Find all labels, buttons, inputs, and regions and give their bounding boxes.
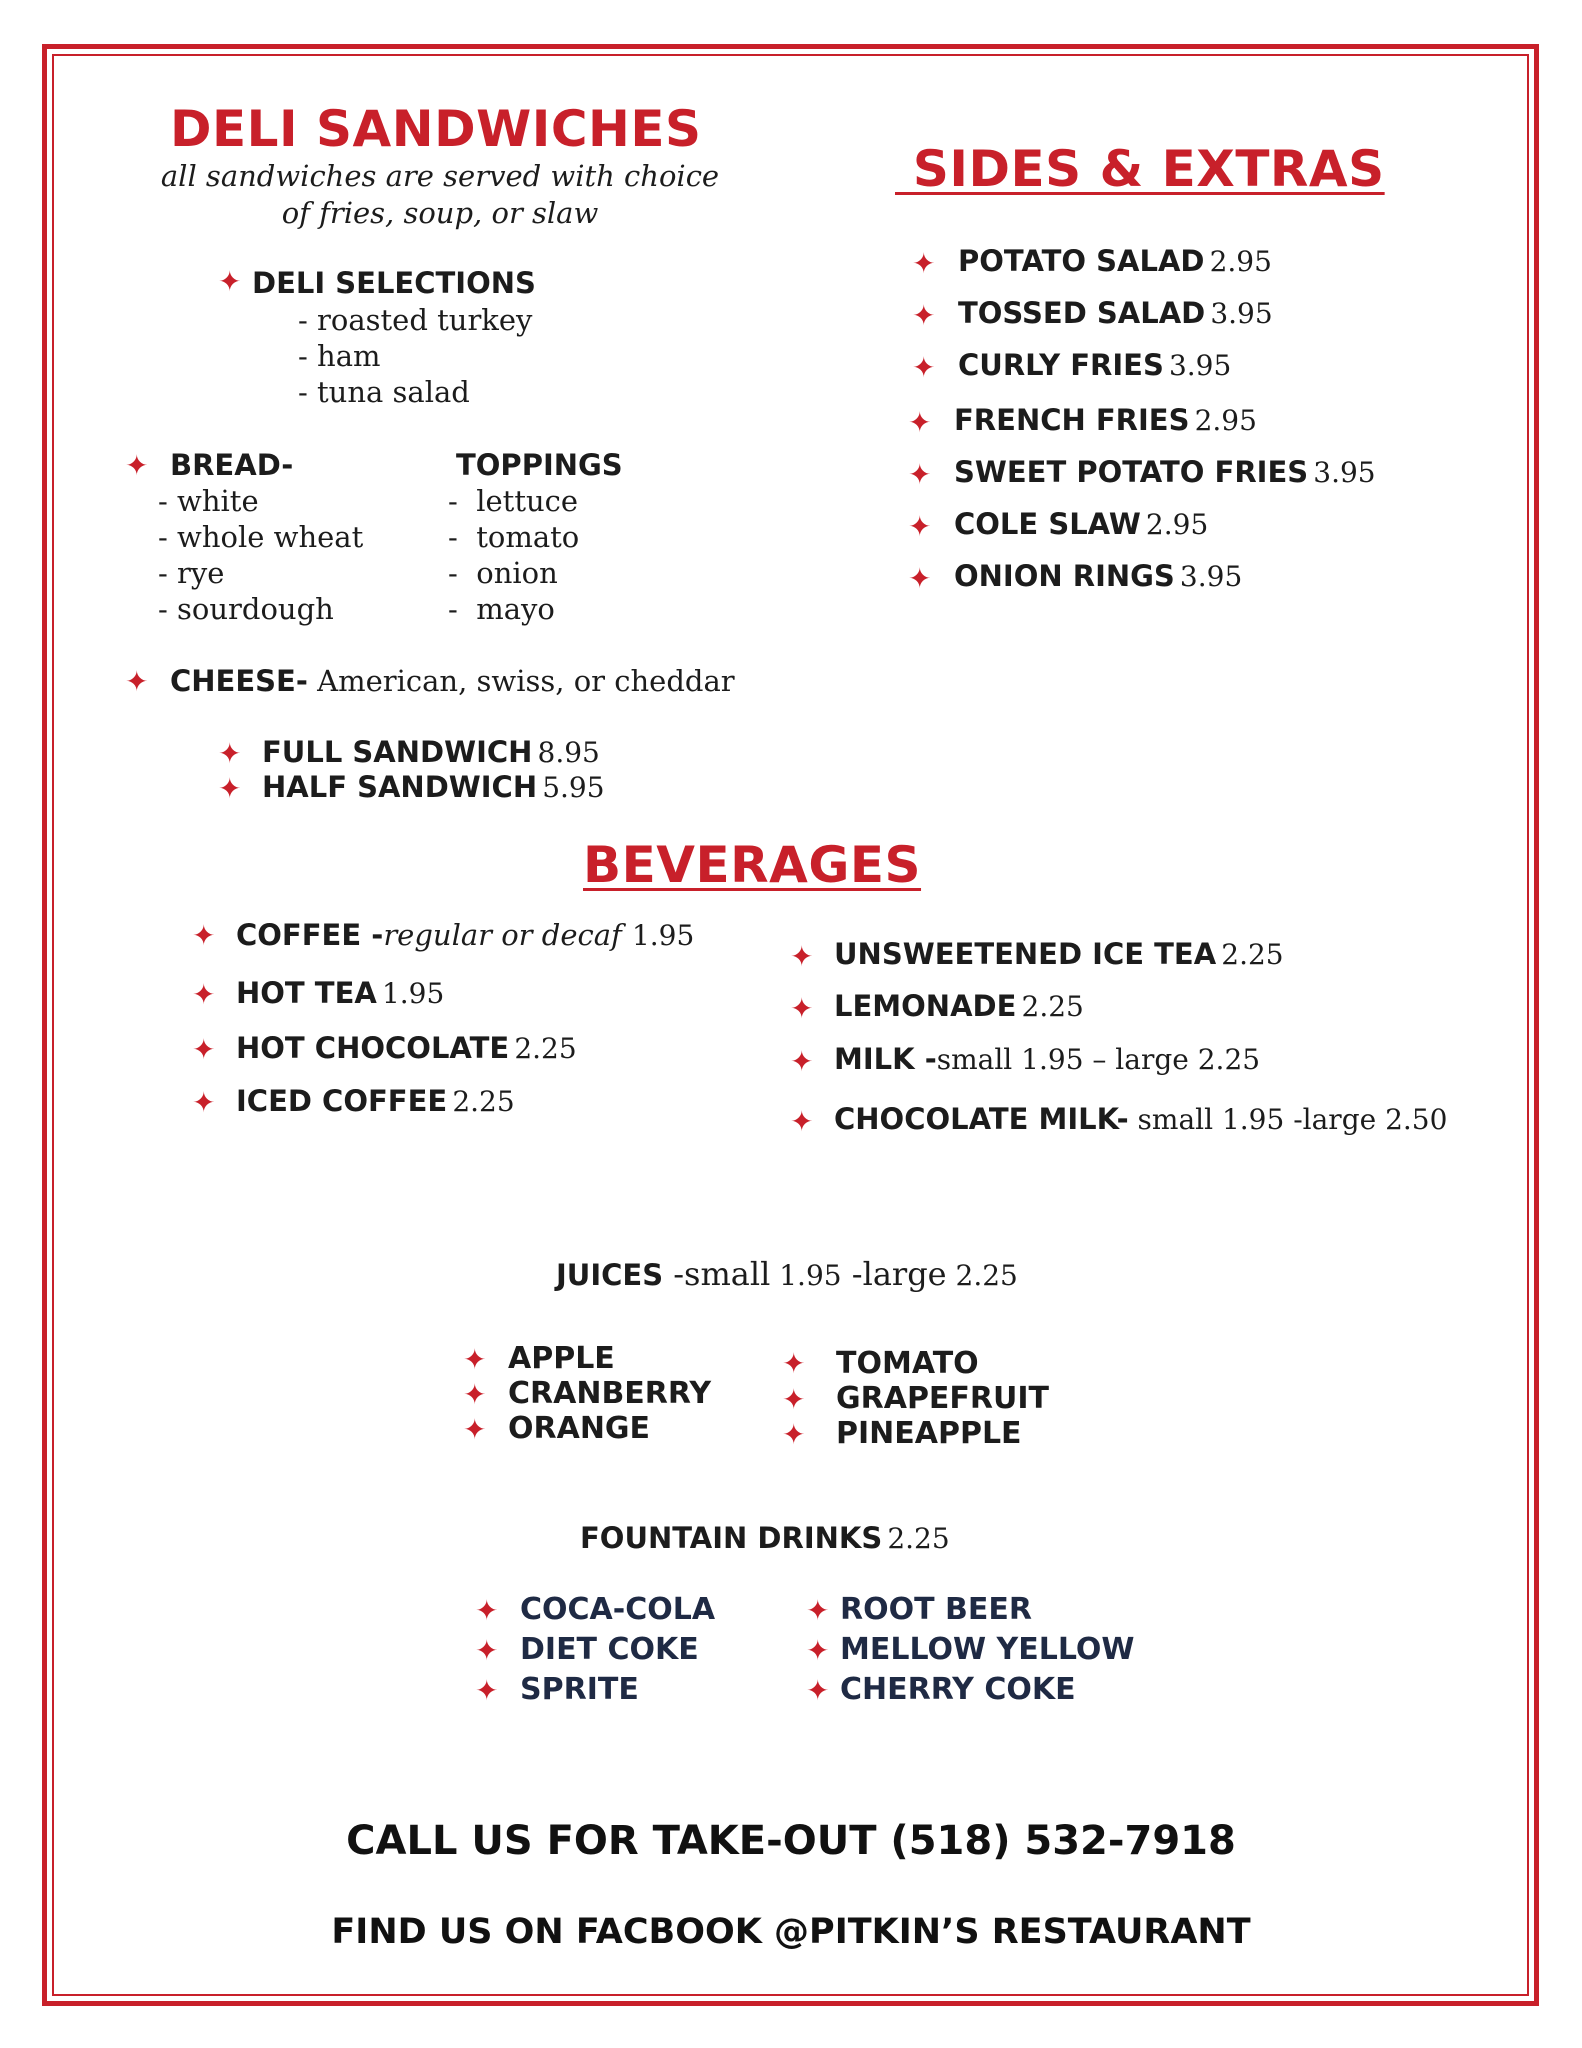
deli-subtitle-line1: all sandwiches are served with choice (160, 159, 720, 193)
hot-chocolate-item (236, 1031, 577, 1065)
four-point-star-icon: ✦ (912, 351, 936, 384)
four-point-star-icon: ✦ (806, 1674, 830, 1707)
deli-selection-item: - roasted turkey (298, 303, 533, 337)
coffee-note: regular or decaf (383, 918, 622, 952)
juice-item: GRAPEFRUIT (836, 1381, 1050, 1416)
cheese-label: CHEESE- (170, 664, 308, 698)
side-item (954, 559, 1242, 593)
four-point-star-icon: ✦ (475, 1594, 499, 1627)
deli-selection-item: - tuna salad (298, 375, 470, 409)
juices-large-price: 2.25 (946, 1259, 1018, 1292)
facebook-line: FIND US ON FACBOOK @PITKIN’S RESTAURANT (331, 1912, 1251, 1952)
juices-large-word: -large (841, 1255, 947, 1293)
four-point-star-icon: ✦ (218, 265, 242, 298)
deli-title: DELI SANDWICHES (170, 100, 702, 158)
four-point-star-icon: ✦ (782, 1383, 806, 1416)
iced-coffee-price: 2.25 (452, 1085, 515, 1118)
four-point-star-icon: ✦ (218, 772, 242, 805)
four-point-star-icon: ✦ (908, 562, 932, 595)
side-item-price: 2.95 (1209, 245, 1272, 278)
coffee-item (236, 918, 694, 952)
fountain-price: 2.25 (887, 1522, 950, 1555)
side-item (958, 348, 1231, 382)
four-point-star-icon: ✦ (790, 1045, 814, 1078)
side-item-name: POTATO SALAD (958, 244, 1205, 278)
half-sandwich-price: 5.95 (542, 771, 605, 804)
deli-title-underline (170, 100, 694, 158)
fountain-item: SPRITE (520, 1672, 639, 1707)
full-sandwich-label: FULL SANDWICH (262, 735, 533, 769)
four-point-star-icon: ✦ (806, 1634, 830, 1667)
bread-label: BREAD- (170, 448, 294, 482)
four-point-star-icon: ✦ (790, 1105, 814, 1138)
ice-tea-name: UNSWEETENED ICE TEA (834, 937, 1217, 971)
side-item-name: COLE SLAW (954, 507, 1141, 541)
bread-item: - white (158, 484, 259, 518)
four-point-star-icon: ✦ (463, 1378, 487, 1411)
four-point-star-icon: ✦ (912, 299, 936, 332)
hot-tea-name: HOT TEA (236, 976, 377, 1010)
side-item-name: FRENCH FRIES (954, 403, 1190, 437)
milk-sizes: small 1.95 – large 2.25 (936, 1043, 1261, 1076)
four-point-star-icon: ✦ (790, 992, 814, 1025)
side-item-price: 3.95 (1179, 560, 1243, 593)
fountain-item: MELLOW YELLOW (840, 1632, 1135, 1667)
bread-item: - whole wheat (158, 520, 364, 554)
four-point-star-icon: ✦ (782, 1347, 806, 1380)
four-point-star-icon: ✦ (463, 1343, 487, 1376)
lemonade-item (834, 989, 1084, 1023)
full-sandwich-item (262, 735, 600, 769)
fountain-item: DIET COKE (520, 1632, 699, 1667)
deli-subtitle (150, 158, 730, 232)
side-item-name: SWEET POTATO FRIES (954, 455, 1309, 489)
juices-small-price: 1.95 (770, 1259, 842, 1292)
side-item-price: 3.95 (1210, 297, 1273, 330)
chocolate-milk-sizes: small 1.95 -large 2.50 (1128, 1103, 1448, 1136)
deli-subtitle-line2: of fries, soup, or slaw (281, 196, 599, 230)
lemonade-price: 2.25 (1021, 990, 1084, 1023)
cheese-options: American, swiss, or cheddar (307, 664, 735, 698)
topping-item: - onion (448, 556, 558, 590)
side-item (958, 244, 1272, 278)
hot-tea-price: 1.95 (381, 977, 445, 1010)
takeout-phone: CALL US FOR TAKE-OUT (518) 532-7918 (346, 1818, 1236, 1864)
fountain-header (580, 1521, 950, 1555)
four-point-star-icon: ✦ (908, 510, 932, 543)
beverages-title: BEVERAGES (583, 836, 922, 894)
side-item (954, 455, 1376, 489)
chocolate-milk-name: CHOCOLATE MILK- (834, 1102, 1129, 1136)
four-point-star-icon: ✦ (192, 978, 216, 1011)
coffee-price: 1.95 (631, 919, 695, 952)
juice-item: PINEAPPLE (836, 1416, 1022, 1451)
fountain-label: FOUNTAIN DRINKS (580, 1521, 883, 1555)
four-point-star-icon: ✦ (782, 1418, 806, 1451)
ice-tea-item (834, 937, 1284, 971)
lemonade-name: LEMONADE (834, 989, 1017, 1023)
four-point-star-icon: ✦ (806, 1594, 830, 1627)
juices-small-word: small (684, 1255, 771, 1293)
four-point-star-icon: ✦ (475, 1674, 499, 1707)
coffee-name: COFFEE - (236, 918, 384, 952)
juice-item: CRANBERRY (508, 1376, 712, 1411)
side-item (958, 296, 1273, 330)
juices-label: JUICES (556, 1258, 674, 1292)
iced-coffee-item (236, 1084, 515, 1118)
fountain-item: CHERRY COKE (840, 1672, 1076, 1707)
four-point-star-icon: ✦ (475, 1634, 499, 1667)
side-item-name: TOSSED SALAD (958, 296, 1206, 330)
juices-header (556, 1255, 1018, 1293)
hot-chocolate-name: HOT CHOCOLATE (236, 1031, 510, 1065)
milk-name: MILK - (834, 1042, 937, 1076)
juice-item: ORANGE (508, 1411, 651, 1446)
menu-border-inner (52, 54, 1529, 1996)
four-point-star-icon: ✦ (192, 919, 216, 952)
topping-item: - mayo (448, 592, 555, 626)
juice-item: TOMATO (836, 1346, 979, 1381)
four-point-star-icon: ✦ (218, 737, 242, 770)
chocolate-milk-item (834, 1102, 1447, 1136)
half-sandwich-label: HALF SANDWICH (262, 770, 538, 804)
four-point-star-icon: ✦ (125, 449, 149, 482)
fountain-item: COCA-COLA (520, 1592, 716, 1627)
four-point-star-icon: ✦ (912, 247, 936, 280)
juices-dash: - (673, 1255, 685, 1293)
deli-selection-item: - ham (298, 339, 381, 373)
hot-chocolate-price: 2.25 (514, 1032, 577, 1065)
milk-item (834, 1042, 1260, 1076)
four-point-star-icon: ✦ (463, 1413, 487, 1446)
ice-tea-price: 2.25 (1221, 938, 1284, 971)
cheese-line (170, 664, 735, 698)
four-point-star-icon: ✦ (790, 940, 814, 973)
side-item-price: 3.95 (1313, 456, 1376, 489)
side-item-name: ONION RINGS (954, 559, 1175, 593)
topping-item: - lettuce (448, 484, 579, 518)
side-item-price: 2.95 (1194, 404, 1257, 437)
iced-coffee-name: ICED COFFEE (236, 1084, 448, 1118)
side-item-price: 2.95 (1145, 508, 1209, 541)
juice-item: APPLE (508, 1341, 615, 1376)
toppings-label: TOPPINGS (456, 448, 623, 482)
side-item (954, 403, 1257, 437)
deli-selections-label: DELI SELECTIONS (252, 266, 536, 300)
side-item-name: CURLY FRIES (958, 348, 1164, 382)
four-point-star-icon: ✦ (908, 406, 932, 439)
side-item (954, 507, 1208, 541)
four-point-star-icon: ✦ (192, 1033, 216, 1066)
sides-title: SIDES & EXTRAS (895, 140, 1385, 198)
side-item-price: 3.95 (1168, 349, 1232, 382)
bread-item: - rye (158, 556, 225, 590)
four-point-star-icon: ✦ (908, 458, 932, 491)
fountain-item: ROOT BEER (840, 1592, 1032, 1627)
full-sandwich-price: 8.95 (537, 736, 600, 769)
bread-item: - sourdough (158, 592, 334, 626)
four-point-star-icon: ✦ (125, 665, 149, 698)
hot-tea-item (236, 976, 444, 1010)
four-point-star-icon: ✦ (192, 1086, 216, 1119)
half-sandwich-item (262, 770, 605, 804)
topping-item: - tomato (448, 520, 580, 554)
